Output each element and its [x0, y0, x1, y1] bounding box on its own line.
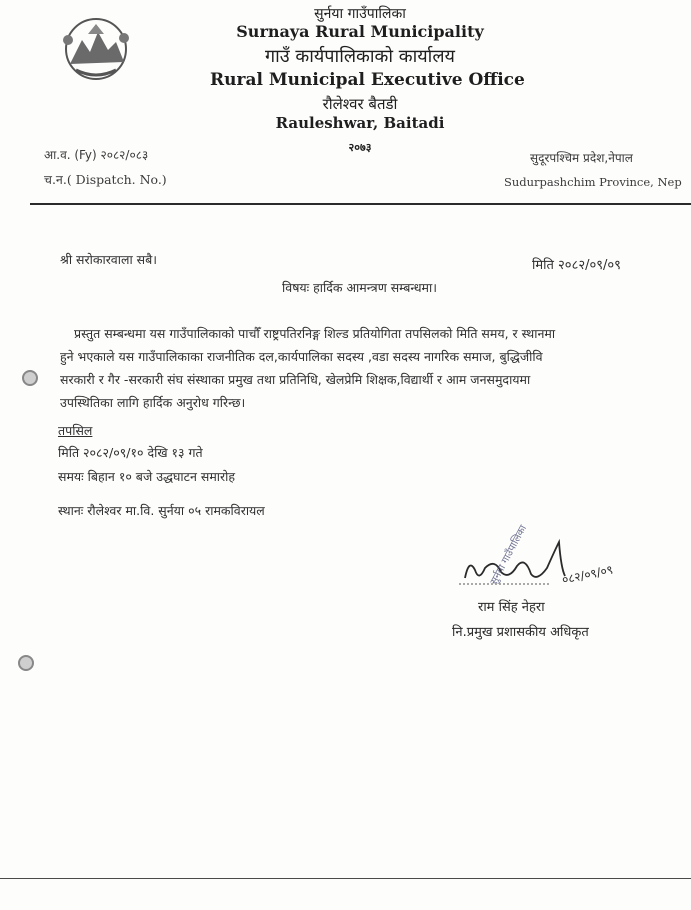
header-year: २०७३ [348, 141, 372, 154]
dispatch-number: च.न.( Dispatch. No.) [44, 172, 167, 187]
header-municipality-np: सुर्नया गाउँपालिका [314, 6, 406, 22]
letter-date: मिति २०८२/०९/०९ [532, 258, 621, 273]
province-np: सुदूरपश्चिम प्रदेश,नेपाल [530, 151, 633, 165]
fiscal-year: आ.व. (Fy) २०८२/०८३ [44, 148, 149, 162]
paragraph-line: हुने भएकाले यस गाउँपालिकाका राजनीतिक दल,कार्यपालिका सदस्य ,वडा सदस्य नागरिक समाज, बुद्धिजीवि [60, 349, 543, 364]
signature-date: ०८२/०९/०९ [560, 562, 615, 587]
detail-time: समयः बिहान १० बजे उद्धघाटन समारोह [58, 469, 236, 484]
detail-date: मिति २०८२/०९/१० देखि १३ गते [58, 445, 203, 460]
signatory-name: राम सिंह नेहरा [478, 600, 545, 615]
paragraph-line: प्रस्तुत सम्बन्धमा यस गाउँपालिकाको पाचौँ राष्ट्रपतिरनिङ्ग शिल्ड प्रतियोगिता तपसिलको मिति समय, र स्थानमा [74, 326, 556, 341]
header-divider [30, 203, 691, 205]
paragraph-line: उपस्थितिका लागि हार्दिक अनुरोध गरिन्छ। [60, 395, 246, 410]
paragraph-line: सरकारी र गैर -सरकारी संघ संस्थाका प्रमुख तथा प्रतिनिधि, खेलप्रेमि शिक्षक,विद्यार्थी र आम जनसमुदायमा [60, 372, 531, 387]
punch-hole-bottom [18, 655, 34, 671]
body-paragraph [60, 322, 675, 414]
header-municipality-en: Surnaya Rural Municipality [236, 22, 484, 41]
header-location-en: Rauleshwar, Baitadi [275, 114, 445, 132]
province-en: Sudurpashchim Province, Nep [504, 175, 682, 189]
footer-divider [0, 878, 691, 879]
recipient: श्री सरोकारवाला सबै। [60, 252, 158, 267]
subject-line: विषयः हार्दिक आमन्त्रण सम्बन्धमा। [282, 280, 437, 295]
header-office-en: Rural Municipal Executive Office [210, 70, 525, 90]
nepal-emblem-logo [58, 14, 134, 84]
signatory-title: नि.प्रमुख प्रशासकीय अधिकृत [452, 625, 589, 640]
details-heading: तपसिल [58, 423, 93, 438]
header-location-np: रौलेश्वर बैतडी [322, 95, 398, 113]
detail-place: स्थानः रौलेश्वर मा.वि. सुर्नया ०५ रामकविरायल [58, 503, 265, 518]
office-stamp: सुर्नया गाउँपालिका [488, 523, 530, 587]
header-office-np: गाउँ कार्यपालिकाको कार्यालय [265, 46, 455, 67]
punch-hole-top [22, 370, 38, 386]
